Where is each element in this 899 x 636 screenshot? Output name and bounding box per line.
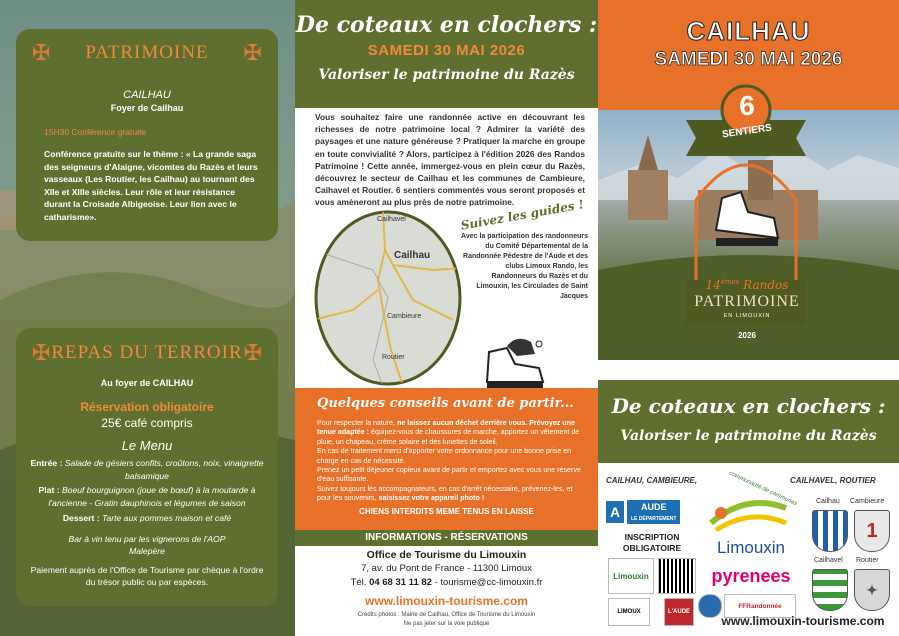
shield-label-routier: Routier xyxy=(856,557,879,564)
hiking-boots-icon xyxy=(477,334,552,392)
cover-subtitle: Valoriser le patrimoine du Razès xyxy=(620,428,877,444)
cambieure-coat-of-arms-icon: 1 xyxy=(854,510,890,552)
mid-subtitle: Valoriser le patrimoine du Razès xyxy=(318,67,575,83)
cailhavel-coat-of-arms-icon xyxy=(812,569,848,611)
advice-p1b: ne laissez aucun déchet derrière vous. xyxy=(397,419,528,427)
office-contact xyxy=(295,577,598,588)
communaute-text: communauté de communes xyxy=(728,470,798,508)
limouxin-tourisme-logo: Limouxin xyxy=(608,558,654,594)
aude-text xyxy=(627,500,680,524)
ffrandonnee-logo: FFRandonnée xyxy=(724,594,796,618)
communes-left: CAILHAU, CAMBIEURE, xyxy=(606,476,698,485)
cover-date: SAMEDI 30 MAI 2026 xyxy=(654,49,843,70)
advice-p2: En cas de traitement merci d'apporter votre ordonnance pour une bonne prise en charge en cas de nécessité. xyxy=(317,447,572,465)
wine-bar: Bar à vin tenu par les vignerons de l'AOP Malepère xyxy=(68,533,226,556)
patrimoine-body: Conférence gratuite sur le thème : « La grande saga des seigneurs d'Alaigne, vicomtes du Razès et leurs vasseaux (Les Routier, les Cailhau) au tournant des XIIe et XIIIe siècles. Leur rôle et leur résistance durant la Croisade Albigeoise. Leur lien avec le catharisme». xyxy=(44,149,258,222)
right-panel xyxy=(598,0,899,636)
advice-p4a: Suivez toujours les accompagnateurs, en cas d'arrêt nécessaire, prévenez-les, et pour les souvenirs, xyxy=(317,484,573,503)
inscription-notice: INSCRIPTION OBLIGATOIRE xyxy=(622,532,682,553)
advice-text xyxy=(317,419,586,504)
map-label-routier: Routier xyxy=(382,354,405,361)
office-email[interactable]: - tourisme@cc-limouxin.fr xyxy=(434,577,543,588)
repas-reservation: Réservation obligatoire xyxy=(80,400,214,414)
repas-price: 25€ café compris xyxy=(101,416,193,430)
emblem-year: 2026 xyxy=(738,331,756,340)
map-label-cailhavel: Cailhavel xyxy=(377,216,406,223)
entree-label: Entrée : xyxy=(30,458,63,468)
dogs-forbidden: CHIENS INTERDITS MEME TENUS EN LAISSE xyxy=(359,506,534,516)
rando-edition xyxy=(682,278,812,292)
advice-p3: Prenez un petit déjeuner copieux avant de partir et emportez avec vous une réserve d'eau suffisante. xyxy=(317,466,581,484)
cover-website-link[interactable]: www.limouxin-tourisme.com xyxy=(721,614,885,628)
mid-header xyxy=(295,0,598,108)
occitan-cross-icon: ✠ xyxy=(32,40,51,66)
shield-label-cailhavel: Cailhavel xyxy=(814,557,843,564)
tel-label: Tél. xyxy=(350,577,367,588)
map-label-cailhau: Cailhau xyxy=(394,250,431,261)
guides-title: Suivez les guides ! xyxy=(459,197,585,233)
occitan-cross-icon: ✠ xyxy=(243,40,262,66)
aude-mark-icon: A xyxy=(606,501,624,523)
map-label-cambieure: Cambieure xyxy=(387,313,422,320)
info-title: INFORMATIONS - RÉSERVATIONS xyxy=(295,530,598,546)
edition-sup: èmes xyxy=(720,278,740,286)
left-panel xyxy=(0,0,295,636)
repas-title: REPAS DU TERROIR xyxy=(51,342,243,363)
mid-intro: Vous souhaitez faire une randonnée active en découvrant les richesses de notre patrimoine local ? Admirer la variété des paysages et une nature généreuse ? Pratiquer la marche en groupe en toute convivialité ? Alors, participez à l'édition 2026 des Randos Patrimoine ! Cette année, immergez-vous en plein cœur du Razès, découvrez le secteur de Cailhau et les communes de Cambieure, Caihavel et Routier. 6 sentiers commentés vous seront proposés et vous amèneront au plus près de notre patrimoine. xyxy=(315,112,585,208)
menu-dessert xyxy=(28,512,266,525)
repas-card xyxy=(16,328,278,606)
patrimoine-card xyxy=(16,29,278,241)
cailhau-coat-of-arms-icon xyxy=(812,510,848,552)
mid-headline: De coteaux en clochers : xyxy=(295,12,598,38)
photo-credits: Crédits photos : Mairie de Cailhau, Office de Tourisme du Limouxin xyxy=(357,612,536,618)
advice-p1d: équipez-vous de chaussures de marche, apportez un vêtement de pluie, un chapeau, crème solaire et des lunettes de soleil. xyxy=(317,428,580,446)
aude-label: AUDE xyxy=(640,502,667,512)
patrimoine-title: PATRIMOINE xyxy=(85,42,209,63)
edition-number: 14 xyxy=(705,278,721,292)
occitan-cross-icon: ✠ xyxy=(243,340,262,366)
badge-label: SENTIERS xyxy=(721,122,773,141)
routier-coat-of-arms-icon: ✦ xyxy=(854,569,890,611)
office-phone[interactable]: 04 68 31 11 82 xyxy=(369,577,432,588)
office-name: Office de Tourisme du Limouxin xyxy=(366,549,527,561)
entree-text: Salade de gésiers confits, croûtons, noix, vinaigrette balsamique xyxy=(64,458,264,481)
menu-title: Le Menu xyxy=(121,438,173,453)
limoux-logo: LIMOUX xyxy=(608,598,650,626)
rando-emblem xyxy=(692,80,802,350)
mid-date: SAMEDI 30 MAI 2026 xyxy=(367,42,526,59)
plat-text: Boeuf bourguignon (joue de bœuf) à la moutarde à l'ancienne - Gratin dauphinois et légumes de saison xyxy=(48,485,256,508)
patrimoine-place: CAILHAU xyxy=(123,89,171,101)
advice-p4b: saisissez votre appareil photo ! xyxy=(378,494,485,503)
advice-p1a: Pour respecter la nature, xyxy=(317,419,396,427)
laude-logo: L'AUDE xyxy=(664,598,694,626)
cover-headline: De coteaux en clochers : xyxy=(611,394,886,418)
menu-entree xyxy=(28,457,266,482)
badge-number: 6 xyxy=(739,90,755,121)
office-address: 7, av. du Pont de France - 11300 Limoux xyxy=(361,563,532,574)
dessert-label: Dessert : xyxy=(62,513,100,523)
communaute-swoosh-icon xyxy=(701,478,791,538)
shield-label-cambieure: Cambieure xyxy=(850,498,885,505)
aude-logo xyxy=(606,500,690,524)
pyrenees-logo: pyrenees xyxy=(711,566,791,586)
advice-title: Quelques conseils avant de partir... xyxy=(317,396,574,411)
rando-word: Randos xyxy=(743,278,789,292)
patrimoine-time: 15H30 Conférence gratuite xyxy=(44,127,147,137)
communes-right: CAILHAVEL, ROUTIER xyxy=(790,476,876,485)
patrimoine-venue: Foyer de Cailhau xyxy=(110,103,184,113)
plat-label: Plat : xyxy=(38,485,60,495)
shield-label-cailhau: Cailhau xyxy=(816,498,840,505)
middle-panel xyxy=(295,0,598,636)
cover-town: CAILHAU xyxy=(686,16,811,46)
guides-text: Avec la participation des randonneurs du Comité Départemental de la Randonnée Pédestre de l'Aude et des clubs Limoux Rando, les Randonneurs du Razès et du Limouxin, les Circulades de Saint Jacques xyxy=(461,233,588,300)
aude-sub: LE DÉPARTEMENT xyxy=(631,516,677,522)
occitan-cross-icon: ✠ xyxy=(32,340,51,366)
qr-code[interactable] xyxy=(658,558,696,594)
emblem-en-limouxin: EN LIMOUXIN xyxy=(723,313,771,319)
limouxin-logo: Limouxin xyxy=(716,538,786,557)
no-litter-notice: Ne pas jeter sur la voie publique xyxy=(403,621,490,627)
emblem-patrimoine: PATRIMOINE xyxy=(694,293,800,310)
payment-info: Paiement auprès de l'Office de Tourisme par chèque à l'ordre du trésor public ou par espèces. xyxy=(30,564,264,587)
menu-plat xyxy=(28,484,266,509)
repas-venue: Au foyer de CAILHAU xyxy=(100,378,194,388)
advice-block xyxy=(295,388,598,530)
dessert-text: Tarte aux pommes maison et café xyxy=(102,513,232,523)
mid-website-link[interactable]: www.limouxin-tourisme.com xyxy=(365,594,528,608)
cover-headline-band xyxy=(598,380,899,463)
advice-p1c: Prévoyez une tenue adaptée : xyxy=(317,419,575,437)
